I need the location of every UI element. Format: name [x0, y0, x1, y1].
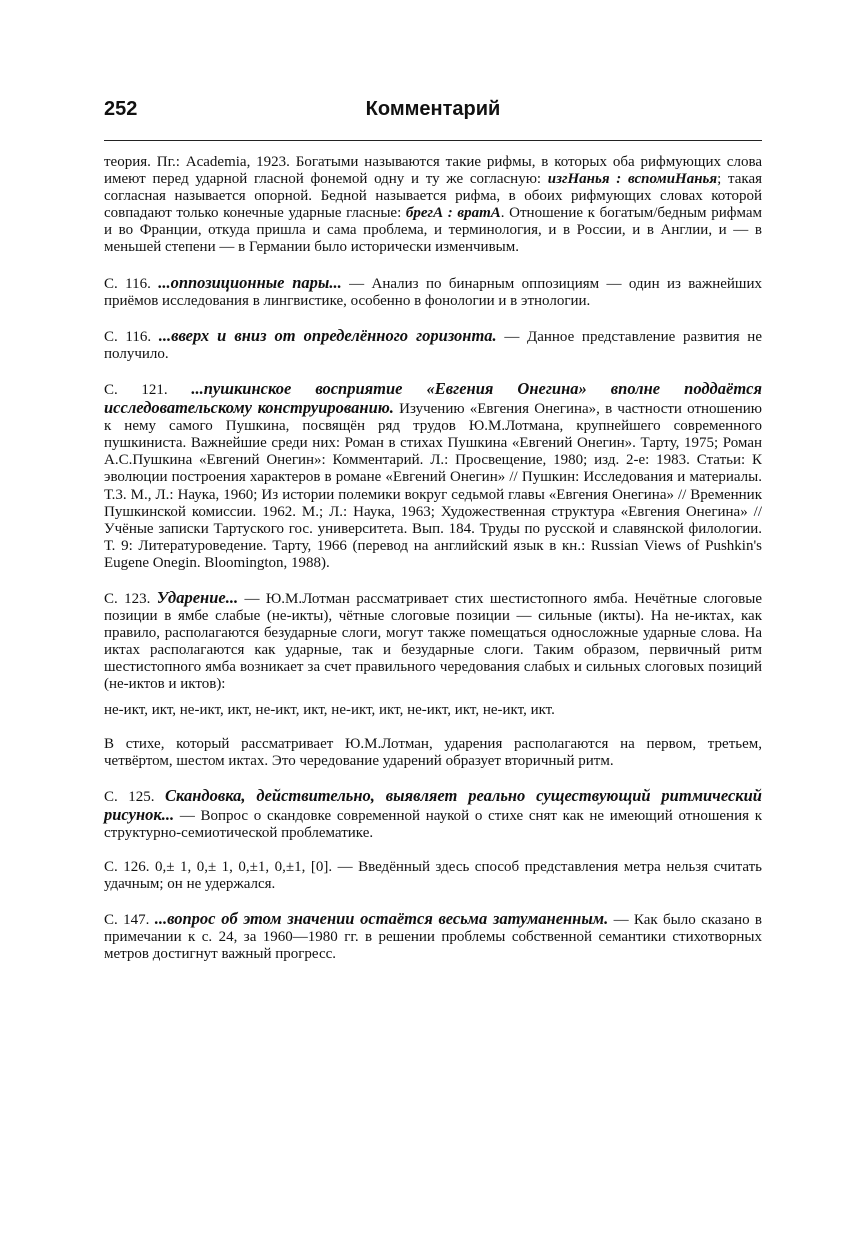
paragraph-text: ; такая согласная называется опорной. Бедной называется рифма, в обоих рифмующих словах которой совпадают только конечные ударные гласные: — [104, 171, 763, 222]
lemma-text: ...пушкинское восприятие «Евгения Онегина» вполне поддаётся исследовательскому конструированию. — [104, 378, 762, 418]
comment-paragraph-p9 — [104, 859, 762, 893]
paragraph-text: В стихе, который рассматривает Ю.М.Лотман, ударения располагаются на первом, третьем, четвёртом, шестом иктах. Это чередование ударений образует вторичный ритм. — [104, 735, 762, 769]
comment-paragraph-p2 — [104, 274, 762, 310]
paragraph-text: — Вопрос о скандовке современной наукой о стихе снят как не имеющий отношения к структурно-семиотической проблематике. — [104, 807, 762, 841]
paragraph-text: С. 147. — [104, 912, 155, 929]
page — [104, 98, 763, 963]
paragraph-text: С. 116. — [104, 328, 159, 345]
paragraph-text: . Отношение к богатым/бедным рифмам и во Франции, откуда пришла и сама проблема, и терминология, и в России, и в Англии, и — в меньшей степени — в Германии было исторически изменчивым. — [104, 205, 762, 256]
paragraph-text: — Ю.М.Лотман рассматривает стих шестистопного ямба. Нечётные слоговые позиции в ямбе слабые (не-икты), чётные слоговые позиции — сильные (икты). На не-иктах, как правило, располагаются безударные слоги, могут также помещаться односложные ударные слова. На иктах располагаются как ударные, так и безударные слоги. Таким образом, первичный ритм шестистопного ямба возникает за счет правильного чередования слабых и сильных слоговых позиций (не-иктов и иктов): — [104, 590, 763, 693]
lemma-text: ...вопрос об этом значении остаётся весьма затуманенным. — [154, 909, 609, 929]
example-text: брегА : вратА — [405, 205, 501, 222]
running-head: Комментарий — [365, 98, 501, 120]
comment-paragraph-p8 — [104, 787, 762, 842]
lemma-text: Ударение... — [156, 587, 239, 607]
paragraph-text: С. 125. — [104, 788, 166, 805]
lemma-text: ...вверх и вниз от определённого горизонта. — [158, 325, 497, 345]
paragraph-text: — Анализ по бинарным оппозициям — один из важнейших приёмов исследования в лингвистике, особенно в фонологии и в этнологии. — [104, 275, 762, 309]
paragraph-text: С. 126. 0,± 1, 0,± 1, 0,±1, 0,±1, [0]. — Введённый здесь способ представления метра нельзя считать удачным; он не удержался. — [104, 859, 762, 893]
paragraph-text: С. 123. — [104, 590, 157, 607]
paragraph-text: теория. Пг.: Academia, 1923. Богатыми называются такие рифмы, в которых оба рифмующих слова имеют перед ударной гласной фонемой одну и ту же согласную: — [104, 154, 762, 188]
paragraph-text: не-икт, икт, не-икт, икт, не-икт, икт, не-икт, икт, не-икт, икт, не-икт, икт. — [104, 701, 555, 718]
paragraph-text: С. 116. — [104, 275, 159, 292]
comment-paragraph-p3 — [104, 327, 762, 363]
example-text: изгНанья : вспомиНанья — [547, 171, 718, 188]
comment-paragraph-p4 — [104, 380, 762, 572]
lemma-text: Скандовка, действительно, выявляет реально существующий ритмический рисунок... — [104, 785, 762, 824]
comment-paragraph-p7 — [104, 736, 762, 770]
paragraph-text: Изучению «Евгения Онегина», в частности отношению к нему самого Пушкина, посвящён ряд трудов Ю.М.Лотмана, крупнейшего современного пушкиниста. Важнейшие среди них: Роман в стихах Пушкина «Евгений Онегин». Тарту, 1975; Роман А.С.Пушкина «Евгений Онегин»: Комментарий. Л.: Просвещение, 1980; изд. 2-е: 1983. Статьи: К эволюции построения характеров в романе «Евгений Онегин» // Пушкин: Исследования и материалы. Т.3. М., Л.: Наука, 1960; Из истории полемики вокруг седьмой главы «Евгения Онегина» // Временник Пушкинской комиссии. 1962. М.; Л.: Наука, 1963; Художественная структура «Евгения Онегина» // Учёные записки Тартуского гос. университета. Вып. 184. Труды по русской и славянской филологии. Т. 9: Литературоведение. Тарту, 1966 (перевод на английский язык в кн.: Russian Views of Pushkin's Eugene Onegin. Bloomington, 1988). — [104, 401, 763, 571]
comment-paragraph-p6 — [104, 702, 762, 719]
paragraph-text: — Как было сказано в примечании к с. 24, за 1960—1980 гг. в решении проблемы собственной семантики стихотворных метров достигнут важный прогресс. — [104, 912, 762, 963]
header-rule — [104, 140, 762, 141]
page-number: 252 — [104, 98, 138, 120]
comment-paragraph-p5 — [104, 589, 762, 694]
lemma-text: ...оппозиционные пары... — [158, 272, 342, 292]
paragraph-text: — Данное представление развития не получило. — [104, 328, 762, 362]
comment-paragraph-p10 — [104, 910, 762, 963]
comment-paragraph-p1 — [104, 154, 762, 257]
page-header — [104, 98, 762, 128]
page-body — [104, 154, 762, 981]
paragraph-text: С. 121. — [104, 381, 192, 398]
